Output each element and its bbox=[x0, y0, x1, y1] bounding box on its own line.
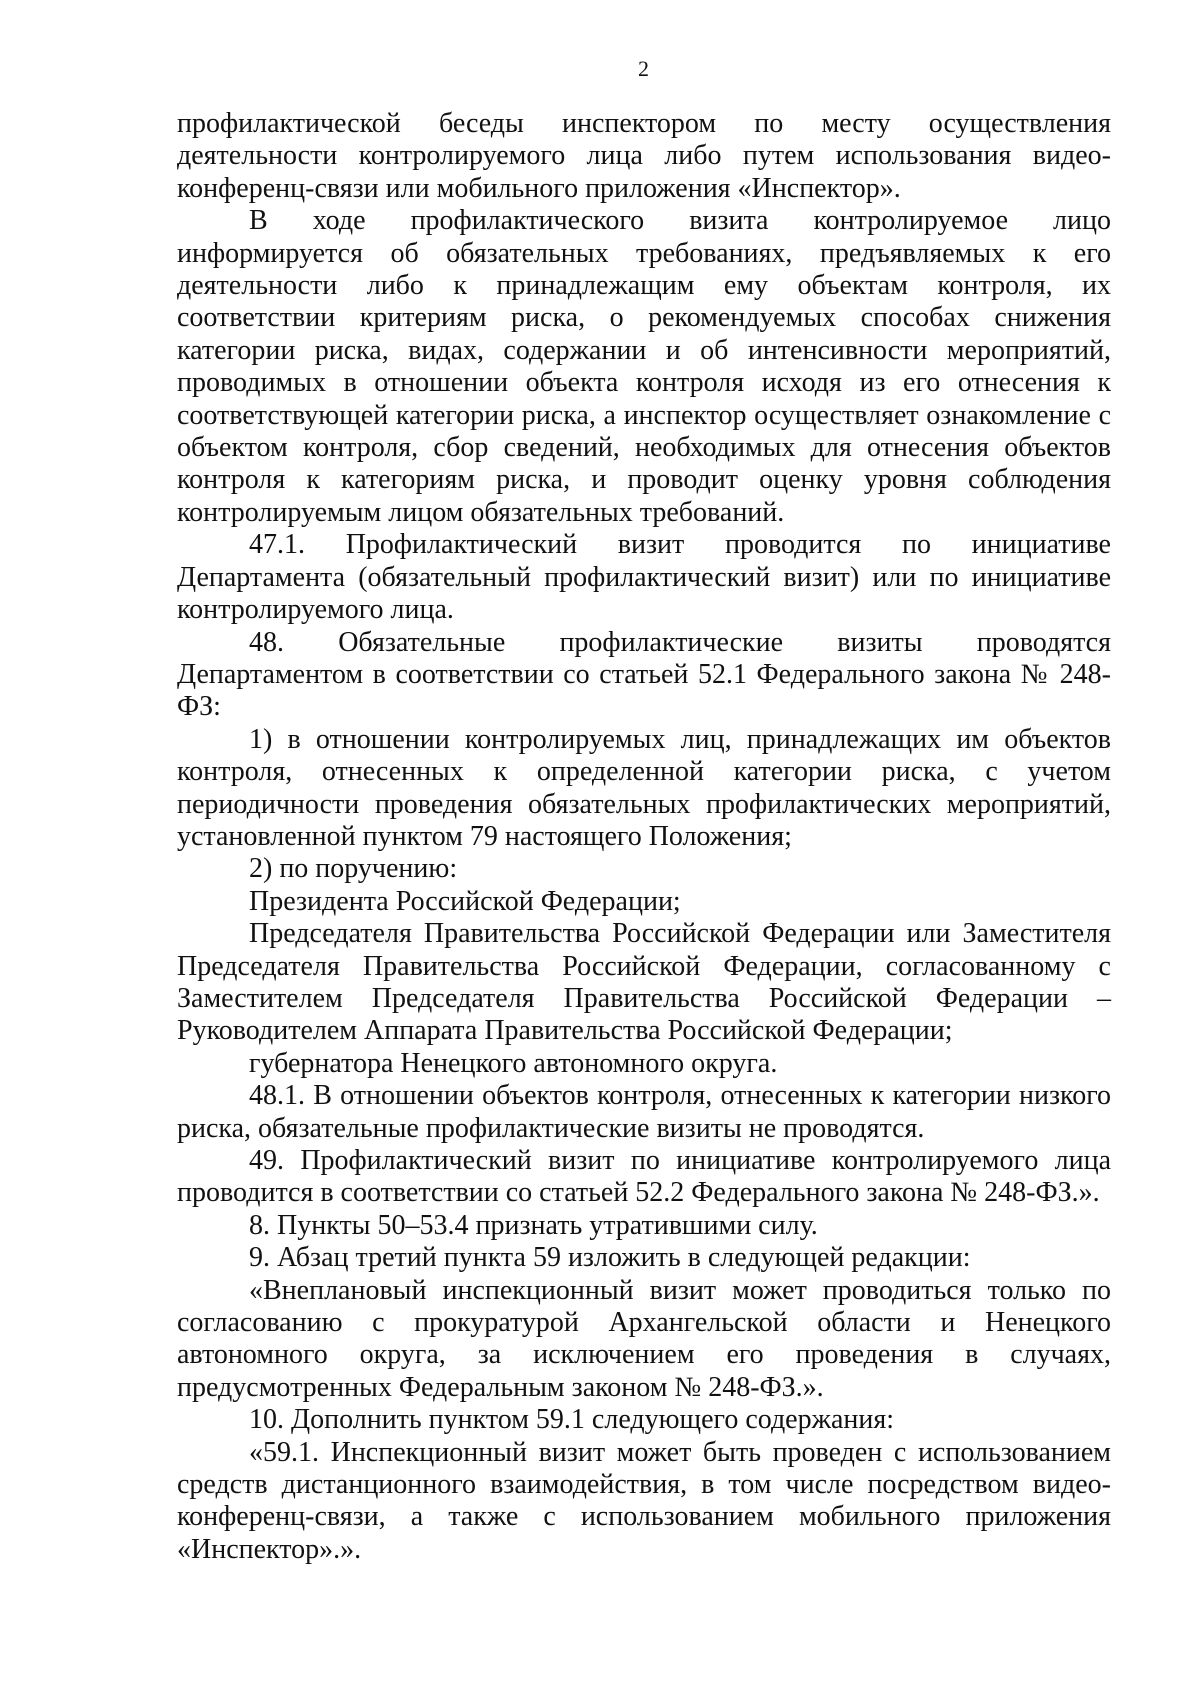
paragraph: 47.1. Профилактический визит проводится по инициативе Департамента (обязательный профилактический визит) или по инициативе контролируемого лица. bbox=[177, 529, 1111, 626]
document-body bbox=[177, 108, 1111, 1566]
paragraph: 10. Дополнить пунктом 59.1 следующего содержания: bbox=[249, 1404, 895, 1436]
paragraph: 49. Профилактический визит по инициативе контролируемого лица проводится в соответствии со статьей 52.2 Федерального закона № 248-ФЗ.». bbox=[177, 1145, 1111, 1209]
paragraph: 9. Абзац третий пункта 59 изложить в следующей редакции: bbox=[249, 1242, 971, 1274]
paragraph: Президента Российской Федерации; bbox=[249, 885, 681, 917]
paragraph: 48. Обязательные профилактические визиты проводятся Департаментом в соответствии со статьей 52.1 Федерального закона № 248-ФЗ: bbox=[177, 626, 1111, 723]
paragraph: 2) по поручению: bbox=[249, 853, 458, 885]
paragraph: губернатора Ненецкого автономного округа. bbox=[249, 1047, 778, 1079]
paragraph: В ходе профилактического визита контролируемое лицо информируется об обязательных требованиях, предъявляемых к его деятельности либо к принадлежащим ему объектам контроля, их соответствии критериям риска, о рекомендуемых способах снижения категории риска, видах, содержании и об интенсивности мероприятий, проводимых в отношении объекта контроля исходя из его отнесения к соответствующей категории риска, а инспектор осуществляет ознакомление с объектом контроля, сбор сведений, необходимых для отнесения объектов контроля к категориям риска, и проводит оценку уровня соблюдения контролируемым лицом обязательных требований. bbox=[177, 205, 1111, 528]
page-number: 2 bbox=[638, 56, 649, 81]
paragraph: «Внеплановый инспекционный визит может проводиться только по согласованию с прокуратурой Архангельской области и Ненецкого автономного округа, за исключением его проведения в случаях, предусмотренных Федеральным законом № 248-ФЗ.». bbox=[177, 1274, 1111, 1403]
paragraph: 1) в отношении контролируемых лиц, принадлежащих им объектов контроля, отнесенных к определенной категории риска, с учетом периодичности проведения обязательных профилактических мероприятий, установленной пунктом 79 настоящего Положения; bbox=[177, 723, 1111, 852]
paragraph: «59.1. Инспекционный визит может быть проведен с использованием средств дистанционного взаимодействия, в том числе посредством видео-конференц-связи, а также с использованием мобильного приложения «Инспектор».». bbox=[177, 1436, 1111, 1565]
paragraph: 48.1. В отношении объектов контроля, отнесенных к категории низкого риска, обязательные профилактические визиты не проводятся. bbox=[177, 1080, 1111, 1144]
paragraph: Председателя Правительства Российской Федерации или Заместителя Председателя Правительства Российской Федерации, согласованному с Заместителем Председателя Правительства Российской Федерации – Руководителем Аппарата Правительства Российской Федерации; bbox=[177, 918, 1111, 1047]
paragraph: профилактической беседы инспектором по месту осуществления деятельности контролируемого лица либо путем использования видео-конференц-связи или мобильного приложения «Инспектор». bbox=[177, 108, 1111, 204]
paragraph: 8. Пункты 50–53.4 признать утратившими силу. bbox=[249, 1209, 818, 1241]
